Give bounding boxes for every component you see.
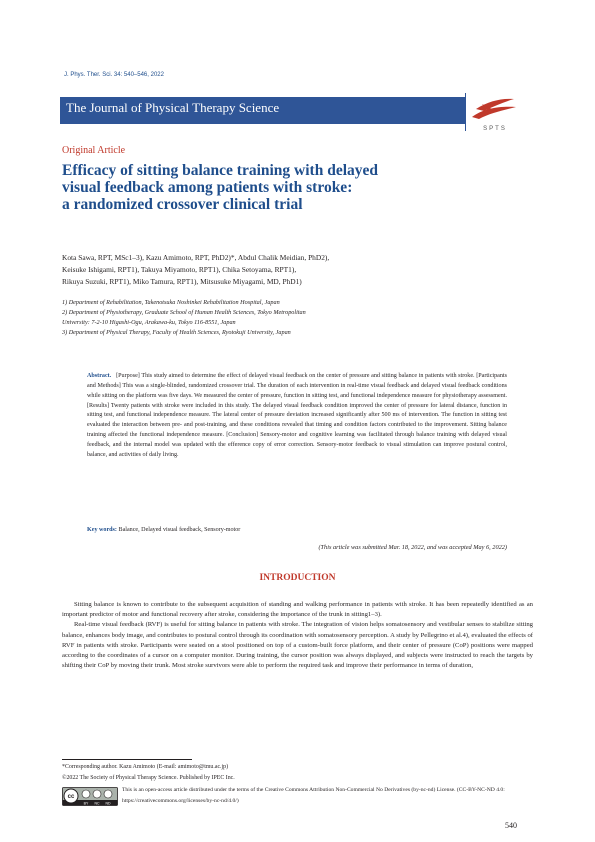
journal-citation: J. Phys. Ther. Sci. 34: 540–546, 2022	[64, 72, 164, 78]
keywords-text: Balance, Delayed visual feedback, Sensory-motor	[118, 527, 241, 533]
copyright-line: ©2022 The Society of Physical Therapy Science. Published by IPEC Inc.	[62, 774, 235, 781]
affiliation-line: 3) Department of Physical Therapy, Faculty of Health Sciences, Ryotokuji University, Japan	[62, 329, 291, 336]
cc-license-badge	[62, 787, 118, 806]
footnote-rule	[62, 759, 192, 760]
affiliation-line: University: 7-2-10 Higashi-Ogu, Arakawa-ku, Tokyo 116-8551, Japan	[62, 319, 236, 326]
journal-name: The Journal of Physical Therapy Science	[66, 100, 280, 115]
section-heading: INTRODUCTION	[259, 573, 336, 583]
introduction-body	[62, 600, 533, 671]
article-type: Original Article	[62, 145, 126, 156]
svg-text:cc: cc	[67, 794, 75, 800]
affiliation-list	[62, 298, 542, 338]
affiliation-line: 1) Department of Rehabilitation, Takenotsuka Noshinkei Rehabilitation Hospital, Japan	[62, 299, 280, 306]
author-line: Keisuke Ishigami, RPT1), Takuya Miyamoto, RPT1), Chika Setoyama, RPT1),	[62, 265, 297, 274]
article-title	[62, 162, 482, 213]
abstract-text: [Purpose] This study aimed to determine the effect of delayed visual feedback on the center of pressure and sitting balance in patients with stroke. [Participants and Methods] This was a single-blinded, randomized crossover trial. The duration of each intervention in real-time visual feedback and delayed visual feedback conditions while sitting on the platform was five days. We measured the center of pressure, function in sitting test, and functional independence measure for physiotherapy assessment. [Results] Twenty patients with stroke were included in this study. The delayed visual feedback condition improved the center of pressure for lateral distance, function in sitting test, and functional independence measure. The lateral center of pressure deviation increased significantly after 500 ms of intervention. The function in sitting test evaluated the interaction between pre- and post-training, and these conditions revealed that timing and condition factors contributed to the improvement. Sitting balance training affected the functional independence measure. [Conclusion] Sensory-motor and cognitive learning was facilitated through balance training with delayed visual feedback, and the internal model was updated with the efference copy of error correction. Sensory-motor feedback to visual stimulation can improve postural control, balance, and activities of daily living.	[87, 373, 507, 458]
page-number: 540	[505, 821, 517, 830]
license-text: This is an open-access article distributed under the terms of the Creative Commons Attribution Non-Commercial No Derivatives (by-nc-nd) License. (CC-BY-NC-ND 4.0: https://creativecommons.org/licenses/by-nc-nd/4.0/)	[122, 787, 505, 804]
paragraph: Sitting balance is known to contribute to the subsequent acquisition of standing and walking performance in patients with stroke. It has been repeatedly identified as an important predictor of motor and functional recovery after stroke, considering the importance of the trunk in sitting1–3).	[62, 601, 533, 619]
affiliation-line: 2) Department of Physiotherapy, Graduate School of Human Health Sciences, Tokyo Metropolitan	[62, 309, 306, 316]
title-line: a randomized crossover clinical trial	[62, 196, 303, 213]
corresponding-author: *Corresponding author. Kazu Amimoto (E-mail: amimoto@tmu.ac.jp)	[62, 764, 229, 770]
abstract-label: Abstract.	[87, 373, 112, 379]
svg-text:NC: NC	[94, 801, 100, 806]
author-line: Kota Sawa, RPT, MSc1–3), Kazu Amimoto, RPT, PhD2)*, Abdul Chalik Meidian, PhD2),	[62, 253, 330, 262]
svg-text:ND: ND	[105, 801, 111, 806]
keywords-label: Key words:	[87, 527, 117, 533]
abstract	[87, 372, 507, 461]
footnotes	[62, 762, 533, 783]
keywords	[87, 527, 240, 533]
title-line: visual feedback among patients with stroke:	[62, 179, 353, 196]
title-line: Efficacy of sitting balance training with delayed	[62, 162, 379, 179]
banner-divider	[465, 93, 466, 131]
logo-text: SPTS	[483, 126, 507, 132]
svg-text:BY: BY	[83, 801, 89, 806]
submission-note: (This article was submitted Mar. 18, 2022, and was accepted May 6, 2022)	[318, 544, 507, 551]
author-line: Rikuya Suzuki, RPT1), Miko Tamura, RPT1), Mitsusuke Miyagami, MD, PhD1)	[62, 277, 302, 286]
paragraph: Real-time visual feedback (RVF) is useful for sitting balance in patients with stroke. The integration of vision helps somatosensory and vestibular senses to stabilize sitting balance, enhances body image, and contributes to postural control through its coordination with somatosensory perception. A study by Pellegrino et al.4), evaluated the effects of RVF in patients with stroke. Participants were seated on a stool positioned on top of a custom-built force platform, and their center of pressure (CoP) positions were mapped according to the coordinates of a cursor on a computer monitor. During training, the cursor position was always displayed, and subjects were instructed to reach the targets by shifting their CoP by moving their trunk. Most stroke survivors were able to perform the required task and improve their performance in terms of duration,	[62, 621, 533, 670]
author-list	[62, 252, 542, 288]
spts-logo	[470, 95, 520, 133]
